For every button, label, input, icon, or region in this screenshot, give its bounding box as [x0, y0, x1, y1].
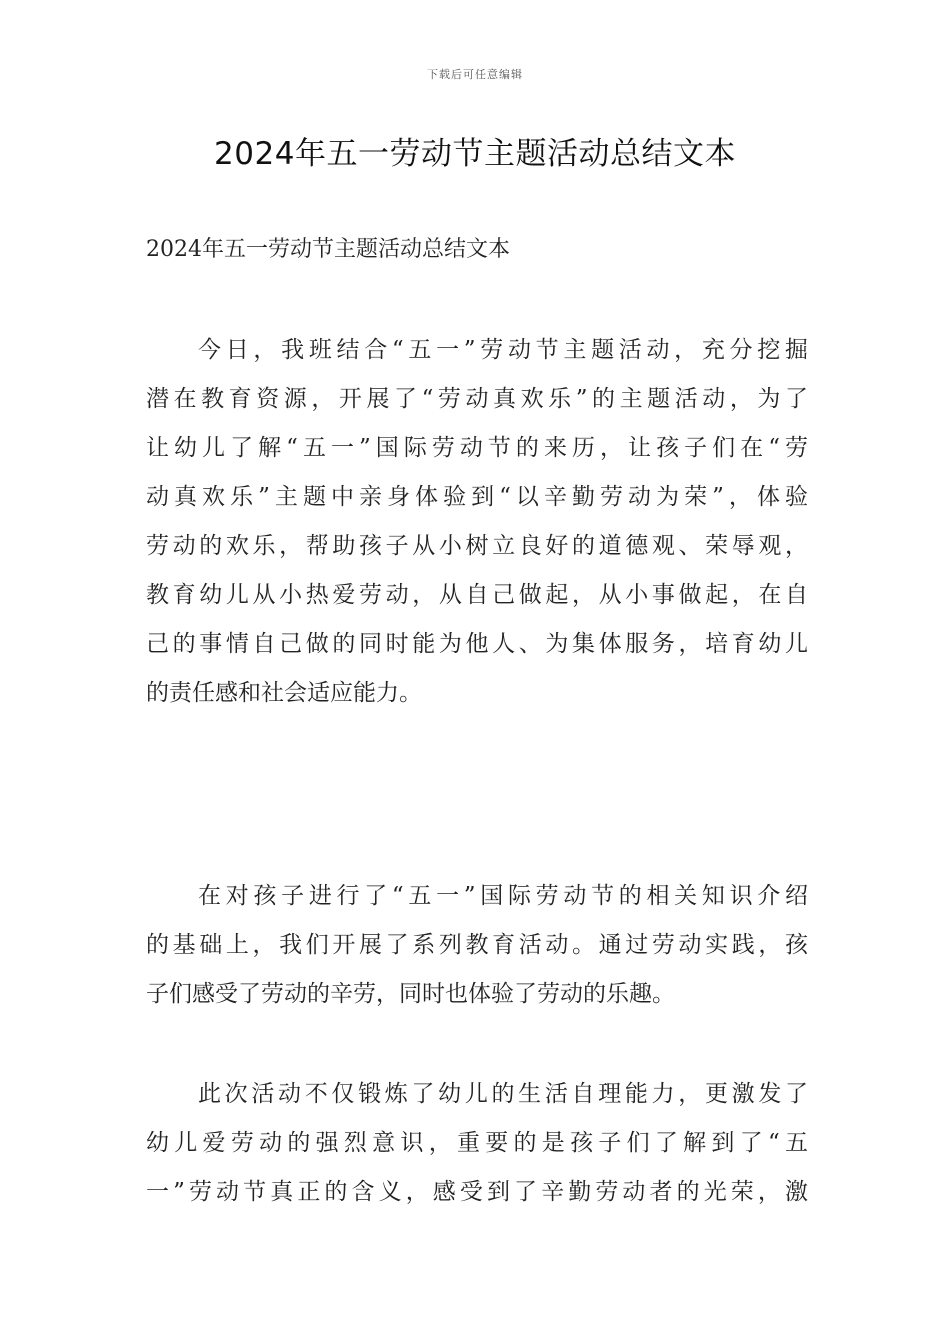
- paragraph-line: 让幼儿了解“五一”国际劳动节的来历，让孩子们在“劳: [146, 435, 808, 461]
- paragraph-line: 动真欢乐”主题中亲身体验到“以辛勤劳动为荣”，体验: [146, 484, 808, 510]
- header-note: 下载后可任意编辑: [427, 68, 523, 81]
- paragraph-line: 的基础上，我们开展了系列教育活动。通过劳动实践，孩: [146, 932, 808, 958]
- document-title: 2024年五一劳动节主题活动总结文本: [214, 136, 736, 172]
- paragraph-2: [146, 872, 808, 1019]
- paragraph-3: [146, 1070, 808, 1217]
- paragraph-line: 今日，我班结合“五一”劳动节主题活动，充分挖掘: [198, 337, 808, 363]
- paragraph-line: 在对孩子进行了“五一”国际劳动节的相关知识介绍: [198, 883, 808, 909]
- paragraph-line: 一”劳动节真正的含义，感受到了辛勤劳动者的光荣，激: [146, 1179, 808, 1205]
- paragraph-line: 的责任感和社会适应能力。: [146, 680, 422, 706]
- paragraph-1: [146, 326, 808, 718]
- paragraph-line: 此次活动不仅锻炼了幼儿的生活自理能力，更激发了: [198, 1081, 808, 1107]
- document-subtitle: 2024年五一劳动节主题活动总结文本: [146, 237, 510, 262]
- paragraph-line: 己的事情自己做的同时能为他人、为集体服务，培育幼儿: [146, 631, 808, 657]
- paragraph-line: 幼儿爱劳动的强烈意识，重要的是孩子们了解到了“五: [146, 1130, 808, 1156]
- paragraph-line: 教育幼儿从小热爱劳动，从自己做起，从小事做起，在自: [146, 582, 808, 608]
- paragraph-line: 劳动的欢乐，帮助孩子从小树立良好的道德观、荣辱观，: [146, 533, 808, 559]
- paragraph-line: 潜在教育资源，开展了“劳动真欢乐”的主题活动，为了: [146, 386, 808, 412]
- paragraph-line: 子们感受了劳动的辛劳，同时也体验了劳动的乐趣。: [146, 981, 675, 1007]
